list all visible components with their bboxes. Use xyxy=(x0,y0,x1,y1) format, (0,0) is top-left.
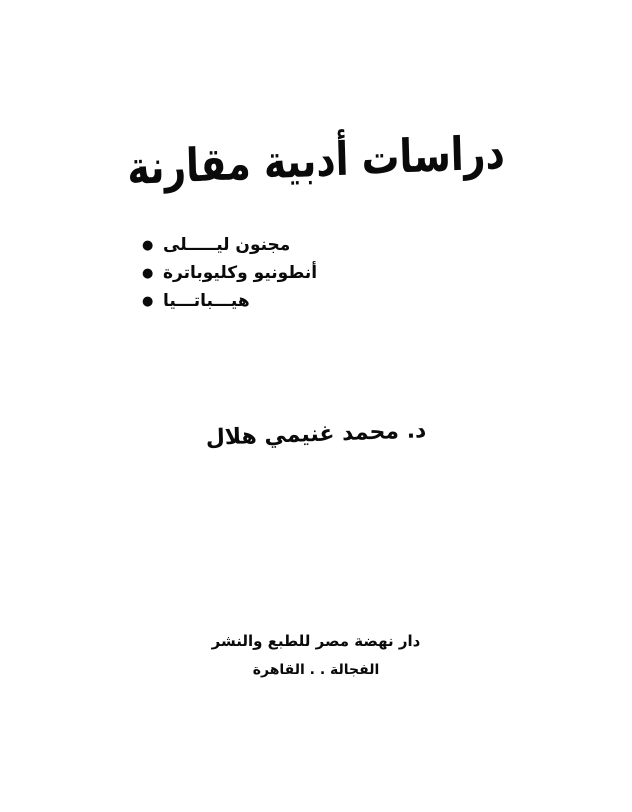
bullet-icon: ● xyxy=(142,237,154,253)
list-item xyxy=(142,287,317,315)
publisher-location: الفجالة . . القاهرة xyxy=(252,662,380,678)
book-title: دراسات أدبية مقارنة xyxy=(126,124,506,196)
work-title-majnun-layla: مجنون ليـــــلى xyxy=(163,235,291,255)
work-title-antonio-cleopatra: أنطونيو وكليوباترة xyxy=(163,263,318,283)
list-item xyxy=(142,231,317,259)
publisher-name: دار نهضة مصر للطبع والنشر xyxy=(211,632,421,650)
bullet-icon: ● xyxy=(142,265,154,281)
list-item xyxy=(142,259,317,287)
bullet-icon: ● xyxy=(142,293,154,309)
work-title-hypatia: هيـــباتـــيا xyxy=(163,291,250,311)
author-name: د. محمد غنيمي هلال xyxy=(205,418,427,451)
works-list xyxy=(142,231,317,315)
